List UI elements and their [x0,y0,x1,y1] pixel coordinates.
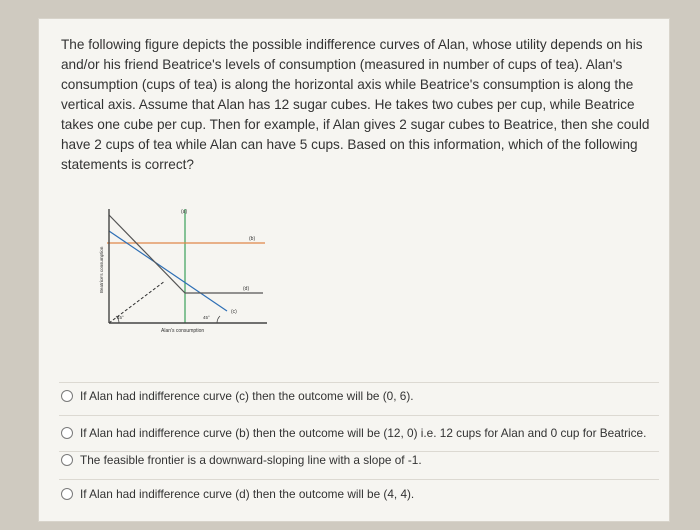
option-2-label: If Alan had indifference curve (b) then the outcome will be (12, 0) i.e. 12 cups for Alan and 0 cup for Beatrice. [80,426,647,440]
option-divider [59,479,659,480]
label-d: (d) [243,286,250,292]
question-text: The following figure depicts the possible indifference curves of Alan, whose utility depends on his and/or his friend Beatrice's levels of consumption (measured in number of cups of tea). Alan's consumption (cups of tea) is along the horizontal axis while Beatrice's consumption is along the vertical axis. Assume that Alan has 12 sugar cubes. He takes two cubes per cup, while Beatrice takes one cube per cup. Then for example, if Alan gives 2 sugar cubes to Beatrice, then she could have 2 cups of tea while Alan can have 5 cups. Based on this information, which of the following statements is correct? [61,37,650,172]
option-1-radio[interactable] [61,390,73,402]
option-3-radio[interactable] [61,454,73,466]
label-b: (b) [249,236,256,242]
option-4-radio[interactable] [61,488,73,500]
option-4[interactable] [61,483,661,505]
option-3[interactable] [61,449,661,471]
option-1-label: If Alan had indifference curve (c) then the outcome will be (0, 6). [80,389,414,403]
label-angle-left: 45° [117,315,124,320]
option-divider [59,415,659,416]
angle-arc-right [217,316,220,323]
option-2-radio[interactable] [61,427,73,439]
question-card [38,18,670,522]
option-4-label: If Alan had indifference curve (d) then the outcome will be (4, 4). [80,487,415,501]
option-2[interactable] [61,422,661,444]
option-divider [59,382,659,383]
label-c: (c) [231,309,237,315]
option-1[interactable] [61,385,661,407]
option-3-label: The feasible frontier is a downward-sloping line with a slope of -1. [80,453,422,467]
figure-svg [95,201,275,351]
label-a: (a) [181,209,188,215]
indifference-curve-figure [95,201,275,356]
x-axis-label: Alan's consumption [161,328,205,334]
curve-d [109,215,263,293]
label-angle-right: 45° [203,315,210,320]
y-axis-label: Beatrice's consumption [99,246,104,293]
